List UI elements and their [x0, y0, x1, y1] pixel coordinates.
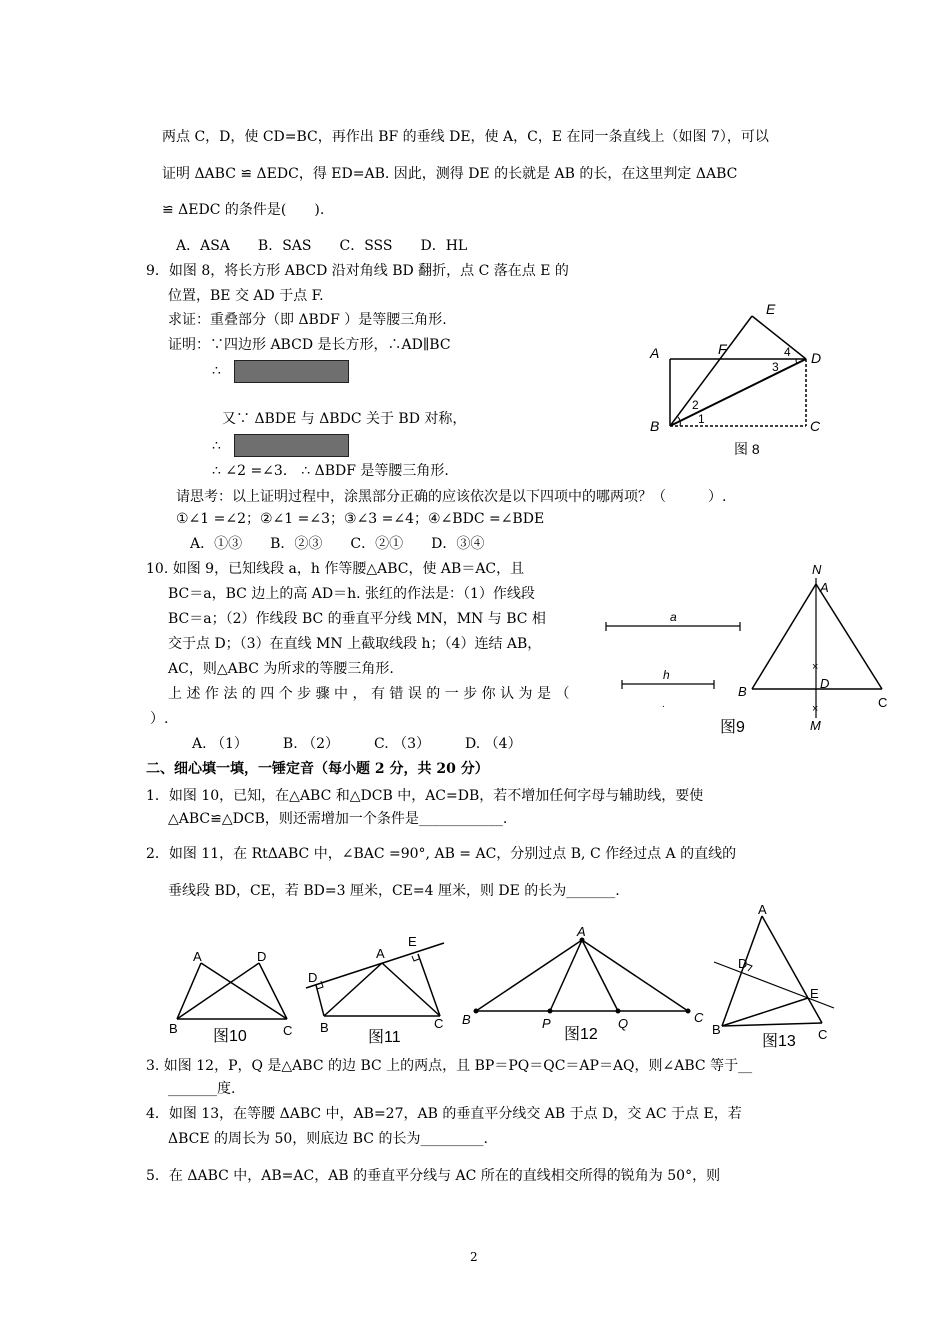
q9-line10: ①∠1 =∠2；②∠1 =∠3；③∠3 =∠4；④∠BDC =∠BDE: [176, 511, 545, 527]
q8-line3: ≌ ΔEDC 的条件是( ).: [162, 202, 325, 218]
fig10-caption: 图10: [213, 1028, 247, 1045]
fig11-caption: 图11: [368, 1029, 401, 1046]
f4-line1: 4．如图 13，在等腰 ΔABC 中，AB=27，AB 的垂直平分线交 AB 于点 D，交 AC 于点 E，若: [146, 1106, 742, 1122]
fig11-side-AB: [324, 963, 382, 1016]
fig11-line-DE: [306, 943, 444, 988]
f4-line2: ΔBCE 的周长为 50，则底边 BC 的长为_________.: [168, 1131, 488, 1147]
fig13-label-C: C: [818, 1027, 828, 1042]
q9-line6: 又∵ ΔBDE 与 ΔBDC 关于 BD 对称，: [222, 411, 467, 427]
fig8-label-F: F: [718, 341, 727, 357]
q10-line7: ）.: [150, 711, 169, 727]
fig8-label-C: C: [810, 418, 821, 434]
q10-line3: BC＝a；（2）作线段 BC 的垂直平分线 MN，MN 与 BC 相: [168, 611, 546, 627]
fig13-side-AC: [762, 916, 822, 1023]
fig8-label-1: 1: [698, 412, 705, 426]
figure-12: [458, 922, 708, 1048]
f2-line2: 垂线段 BD，CE，若 BD=3 厘米，CE=4 厘米，则 DE 的长为_______.: [168, 883, 620, 899]
fig11-label-D: D: [308, 970, 318, 985]
blackout-box-2: [234, 434, 349, 457]
fig13-side-BC: [722, 1023, 822, 1026]
fig12-label-Q: Q: [618, 1016, 629, 1031]
figure-10: [165, 945, 295, 1045]
section2-title: 二、细心填一填，一锤定音（每小题 2 分，共 20 分）: [146, 761, 489, 777]
fig10-label-C: C: [283, 1023, 293, 1038]
fig8-label-B: B: [650, 418, 660, 434]
f3-line2: _______度.: [168, 1081, 236, 1097]
q9-line2: 位置，BE 交 AD 于点 F.: [168, 288, 324, 304]
fig8-label-D: D: [811, 350, 822, 366]
fig9-label-N: N: [812, 562, 822, 577]
fig8-label-4: 4: [784, 345, 791, 359]
fig13-label-E: E: [810, 986, 819, 1001]
fig9-cross-mark: ×: [812, 703, 819, 715]
fig9-label-h: h: [663, 668, 670, 682]
q10-line2: BC＝a，BC 边上的高 AD＝h. 张红的作法是：（1）作线段: [168, 586, 535, 602]
fig8-label-E: E: [766, 301, 776, 317]
fig8-label-3: 3: [772, 360, 779, 374]
f5-line1: 5．在 ΔABC 中，AB=AC，AB 的垂直平分线与 AC 所在的直线相交所得的锐角为 50°，则: [146, 1168, 721, 1184]
q10-line6: 上 述 作 法 的 四 个 步 骤 中 ， 有 错 误 的 一 步 你 认 为 是 （: [168, 686, 570, 702]
fig9-dot: .: [662, 699, 665, 710]
fig13-label-B: B: [712, 1022, 721, 1037]
fig8-line-BE: [670, 316, 752, 426]
fig13-side-AB: [722, 916, 762, 1026]
fig12-label-A: A: [577, 924, 586, 939]
q9-therefore-1: ∴: [212, 363, 221, 379]
fig9-label-B: B: [738, 684, 747, 699]
q8-line1: 两点 C，D，使 CD=BC，再作出 BF 的垂线 DE，使 A，C，E 在同一条直线上（如图 7），可以: [162, 129, 769, 145]
figure-13: [706, 902, 836, 1050]
fig13-label-D: D: [738, 956, 748, 971]
fig12-label-B: B: [462, 1012, 471, 1027]
fig9-label-C: C: [878, 695, 888, 710]
q10-line4: 交于点 D；（3）在直线 MN 上截取线段 h；（4）连结 AB，: [168, 636, 542, 652]
fig11-label-A: A: [376, 946, 385, 961]
q8-line2: 证明 ΔABC ≌ ΔEDC，得 ED=AB. 因此，测得 DE 的长就是 AB 的长，在这里判定 ΔABC: [162, 166, 738, 182]
fig10-label-B: B: [169, 1021, 178, 1036]
q9-line4: 证明：∵四边形 ABCD 是长方形，∴AD∥BC: [168, 337, 451, 353]
fig10-label-D: D: [257, 949, 267, 964]
q10-line5: AC，则△ABC 为所求的等腰三角形.: [168, 661, 394, 677]
fig12-side-AC: [582, 940, 688, 1011]
fig9-side-AC: [816, 584, 882, 689]
q9-options: A．①③ B．②③ C．②① D．③④: [190, 536, 485, 552]
fig12-label-P: P: [542, 1016, 551, 1031]
fig12-segment-AQ: [582, 940, 618, 1011]
q9-line1: 9．如图 8，将长方形 ABCD 沿对角线 BD 翻折，点 C 落在点 E 的: [146, 263, 569, 279]
f2-line1: 2．如图 11，在 RtΔABC 中，∠BAC =90°, AB = AC，分别过点 B, C 作经过点 A 的直线的: [146, 846, 737, 862]
q9-therefore-2: ∴: [212, 438, 221, 454]
fig9-label-A: A: [820, 580, 829, 595]
fig11-segment-BD: [316, 985, 324, 1016]
fig10-label-A: A: [193, 949, 202, 964]
fig9-side-AB: [752, 584, 819, 689]
figure-11: [300, 930, 450, 1048]
q10-line1: 10. 如图 9，已知线段 a，h 作等腰△ABC，使 AB＝AC，且: [146, 561, 525, 577]
fig8-label-2: 2: [692, 398, 699, 412]
fig8-line-ED: [752, 316, 806, 359]
fig12-caption: 图12: [564, 1026, 598, 1043]
f1-line1: 1．如图 10，已知，在△ABC 和△DCB 中，AC=DB，若不增加任何字母与辅助线，要使: [146, 788, 704, 804]
fig13-right-angle-mark: [747, 964, 752, 971]
fig11-label-C: C: [434, 1016, 444, 1031]
q9-line9: 请思考：以上证明过程中，涂黑部分正确的应该依次是以下四项中的哪两项？（ ）.: [176, 489, 727, 505]
fig11-right-angle-mark: [412, 956, 419, 961]
blackout-box-1: [234, 360, 349, 383]
fig13-perpendicular-bisector: [714, 962, 834, 1008]
f3-line1: 3. 如图 12，P，Q 是△ABC 的边 BC 上的两点，且 BP＝PQ＝QC＝AP＝AQ，则∠ABC 等于__: [146, 1058, 753, 1074]
q9-line3: 求证：重叠部分（即 ΔBDF ）是等腰三角形.: [168, 312, 447, 328]
fig10-side-AC: [201, 963, 287, 1019]
fig13-label-A: A: [758, 902, 767, 917]
fig8-caption: 图 8: [734, 441, 760, 457]
fig9-label-D: D: [820, 676, 830, 691]
fig11-label-E: E: [408, 934, 417, 949]
q10-options: A. （1） B. （2） C. （3） D. （4）: [192, 736, 522, 752]
fig8-label-A: A: [650, 345, 660, 361]
fig9-label-a: a: [670, 610, 677, 624]
fig12-label-C: C: [694, 1010, 704, 1025]
fig8-diagonal-BD: [670, 359, 806, 426]
fig9-label-M: M: [810, 718, 821, 733]
fig9-caption: 图9: [720, 719, 745, 736]
figure-9: [600, 560, 890, 738]
f1-line2: △ABC≌△DCB，则还需增加一个条件是____________.: [168, 811, 508, 827]
page-number: 2: [470, 1250, 478, 1264]
fig11-label-B: B: [320, 1020, 329, 1035]
q8-options: A．ASA B．SAS C．SSS D．HL: [176, 238, 468, 254]
q9-line8: ∴ ∠2 =∠3． ∴ ΔBDF 是等腰三角形.: [212, 463, 449, 479]
figure-8: [642, 296, 832, 461]
fig13-caption: 图13: [762, 1033, 796, 1050]
fig13-segment-BE: [722, 998, 808, 1026]
fig9-cross-mark: ×: [812, 661, 819, 673]
